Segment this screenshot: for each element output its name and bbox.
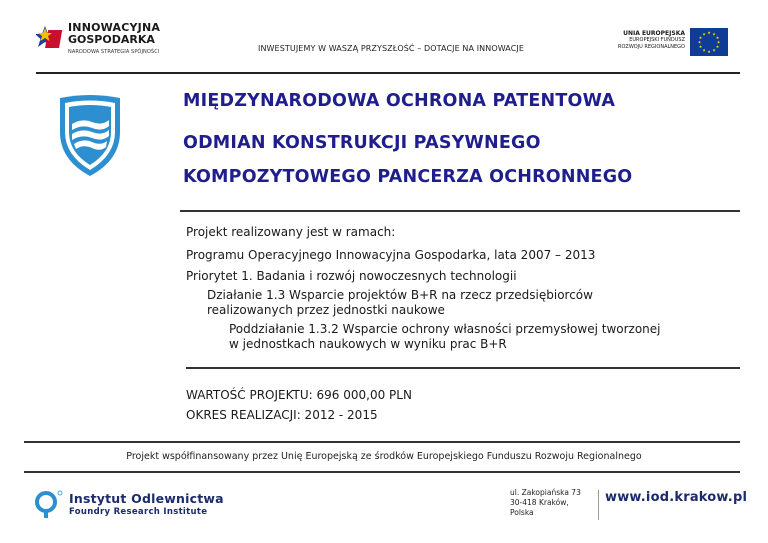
cofinance-text: Projekt współfinansowany przez Unię Europejską ze środków Europejskiego Funduszu Rozwoju Regionalnego — [126, 451, 642, 462]
svg-text:★: ★ — [712, 31, 716, 37]
project-value: WARTOŚĆ PROJEKTU: 696 000,00 PLN — [186, 388, 412, 402]
eu-line1: UNIA EUROPEJSKA — [623, 30, 685, 37]
dzialanie-line1: Działanie 1.3 Wsparcie projektów B+R na rzecz przedsiębiorców — [207, 288, 593, 302]
header-divider — [36, 72, 740, 74]
header-slogan: INWESTUJEMY W WASZĄ PRZYSZŁOŚĆ – DOTACJE NA INNOWACJE — [258, 44, 525, 53]
svg-text:★: ★ — [702, 47, 706, 53]
address-separator — [598, 490, 599, 520]
ig-logo-line3: NARODOWA STRATEGIA SPÓJNOŚCI — [68, 49, 160, 55]
address-line2: 30-418 Kraków, — [510, 498, 569, 507]
address-line1: ul. Zakopiańska 73 — [510, 488, 581, 497]
poddzialanie-line2: w jednostkach naukowych w wyniku prac B+R — [229, 337, 507, 351]
institute-name: Instytut Odlewnictwa — [69, 491, 224, 506]
poddzialanie-text — [229, 322, 661, 352]
cofinance-divider-bottom — [24, 471, 740, 473]
dzialanie-text — [207, 288, 593, 318]
svg-text:★: ★ — [715, 44, 720, 49]
cofinance-divider-top — [24, 441, 740, 443]
title-line-2: ODMIAN KONSTRUKCJI PASYWNEGO — [183, 133, 541, 153]
svg-text:★: ★ — [702, 31, 706, 37]
innowacyjna-gospodarka-logo — [36, 20, 196, 62]
ig-logo-line2: GOSPODARKA — [68, 33, 155, 46]
project-period: OKRES REALIZACJI: 2012 - 2015 — [186, 408, 378, 422]
eu-line3: ROZWOJU REGIONALNEGO — [617, 44, 685, 50]
institute-english-name: Foundry Research Institute — [69, 507, 208, 517]
poddzialanie-line1: Poddziałanie 1.3.2 Wsparcie ochrony własności przemysłowej tworzonej — [229, 322, 661, 336]
ig-star-icon — [36, 20, 66, 58]
svg-text:★: ★ — [707, 49, 711, 54]
title-line-3: KOMPOZYTOWEGO PANCERZA OCHRONNEGO — [183, 167, 633, 187]
svg-text:★: ★ — [698, 35, 703, 40]
title-divider — [180, 210, 740, 212]
priority-text: Priorytet 1. Badania i rozwój nowoczesnych technologii — [186, 269, 517, 283]
title-line-1: MIĘDZYNARODOWA OCHRONA PATENTOWA — [183, 91, 616, 111]
body-divider — [186, 367, 740, 369]
svg-text:★: ★ — [698, 44, 703, 49]
ig-logo-line1: INNOWACYJNA — [68, 21, 161, 34]
svg-text:★: ★ — [716, 39, 721, 45]
intro-text: Projekt realizowany jest w ramach: — [186, 225, 396, 239]
eu-line2: EUROPEJSKI FUNDUSZ — [629, 37, 685, 43]
address-line3: Polska — [510, 508, 534, 517]
website-link[interactable]: www.iod.krakow.pl — [605, 490, 748, 505]
eu-flag-icon — [690, 28, 728, 56]
svg-text:★: ★ — [712, 47, 716, 53]
program-text: Programu Operacyjnego Innowacyjna Gospodarka, lata 2007 – 2013 — [186, 248, 596, 262]
svg-text:★: ★ — [697, 39, 702, 45]
instytut-odlewnictwa-logo-icon — [34, 490, 64, 520]
dzialanie-line2: realizowanych przez jednostki naukowe — [207, 303, 445, 317]
eu-text-block — [597, 30, 685, 51]
svg-text:★: ★ — [715, 35, 720, 40]
svg-text:★: ★ — [707, 30, 711, 35]
institute-address — [510, 488, 581, 518]
shield-icon — [52, 92, 128, 180]
